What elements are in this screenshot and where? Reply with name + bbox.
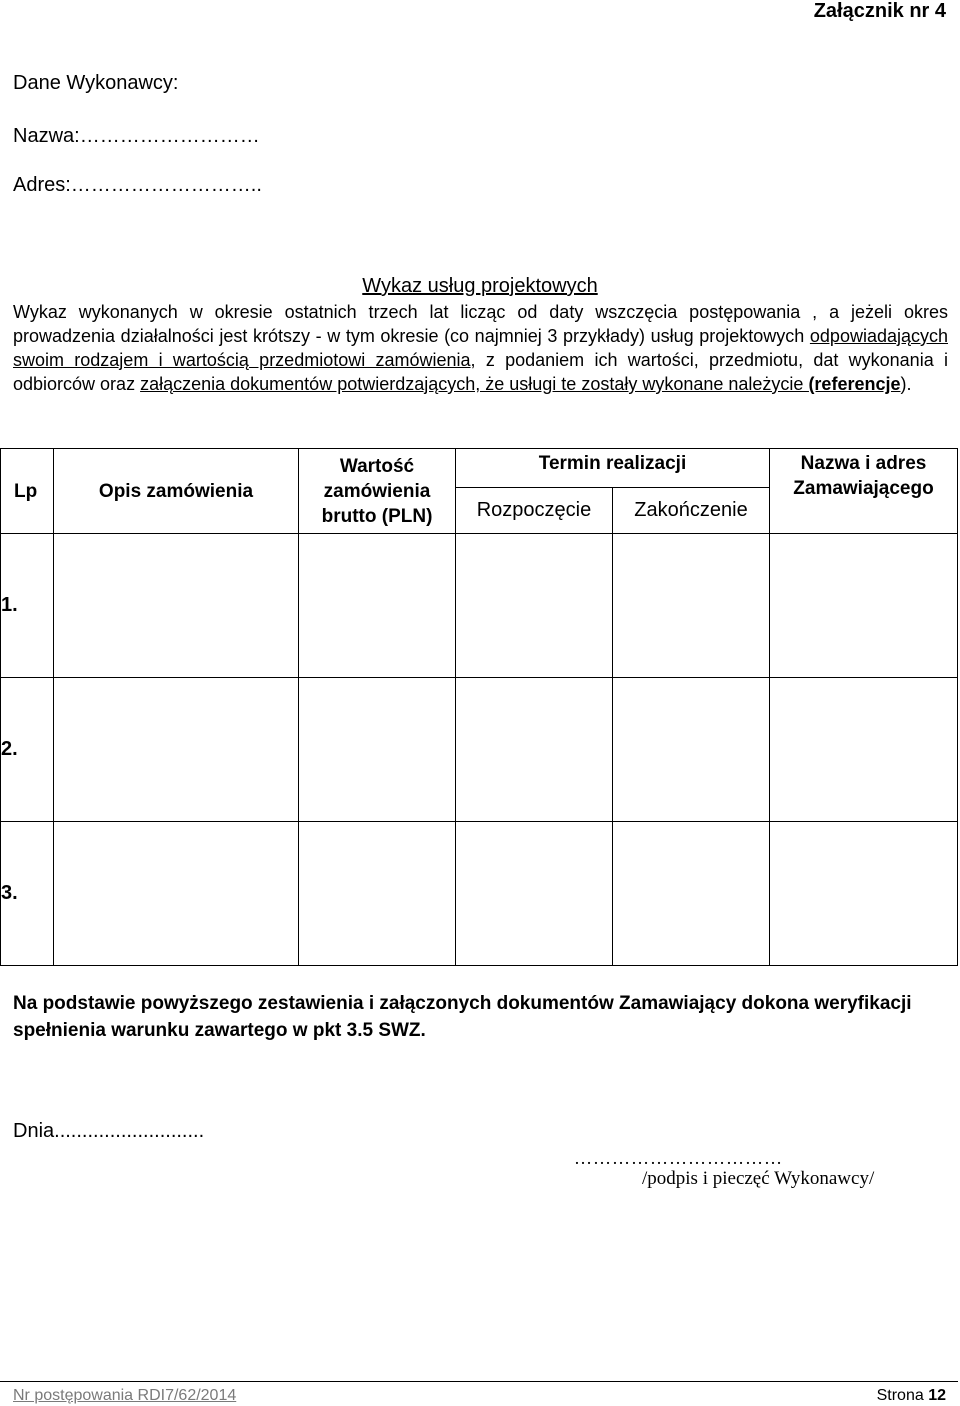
page-label: Strona [876,1387,924,1404]
header-zakonczenie: Zakończenie [613,488,770,534]
date-line: Dnia........................... [13,1120,205,1142]
header-nazwa: Nazwa i adres Zamawiającego [770,449,958,534]
table-row [1,822,958,966]
row-rozpoczecie-cell[interactable] [456,822,613,966]
row-rozpoczecie-cell[interactable] [456,534,613,678]
page-number [877,1387,946,1405]
signature-dots: …………………………… [574,1148,783,1168]
row-zakonczenie-cell[interactable] [613,534,770,678]
services-table [0,448,958,966]
attachment-label: Załącznik nr 4 [813,0,946,22]
row-opis-cell[interactable] [54,678,299,822]
row-nazwa-cell[interactable] [770,534,958,678]
row-nazwa-cell[interactable] [770,822,958,966]
procedure-reference: Nr postępowania RDI7/62/2014 [13,1387,237,1404]
intro-underlined-2: załączenia dokumentów potwierdzających, że usługi te zostały wykonane należycie [140,374,809,394]
contractor-address-line: Adres:……………………….. [13,174,262,196]
intro-end: ). [900,374,912,394]
header-lp: Lp [1,449,54,534]
row-zakonczenie-cell[interactable] [613,678,770,822]
row-lp: 2. [1,678,54,822]
row-wartosc-cell[interactable] [299,822,456,966]
row-wartosc-cell[interactable] [299,678,456,822]
intro-text-2: , z podaniem ich wartości, przedmiotu, dat wykonania i odbiorców oraz [13,350,948,394]
intro-bold: (referencje [808,374,901,394]
contractor-section-label: Dane Wykonawcy: [13,72,179,94]
row-lp: 3. [1,822,54,966]
table-row [1,678,958,822]
row-wartosc-cell[interactable] [299,534,456,678]
page-number-value: 12 [928,1387,946,1404]
intro-underlined-1: odpowiadających swoim rodzajem i wartością przedmiotowi zamówienia [13,326,948,370]
intro-text-1: Wykaz wykonanych w okresie ostatnich trzech lat licząc od daty wszczęcia postępowania , a jeżeli okres prowadzenia działalności jest krótszy - w tym okresie (co najmniej 3 przykłady) usług projektowych [13,302,948,346]
header-rozpoczecie: Rozpoczęcie [456,488,613,534]
form-intro [13,300,948,396]
row-zakonczenie-cell[interactable] [613,822,770,966]
header-opis: Opis zamówienia [54,449,299,534]
verification-note: Na podstawie powyższego zestawienia i załączonych dokumentów Zamawiający dokona weryfikacji spełnienia warunku zawartego w pkt 3.5 SWZ. [13,993,912,1041]
header-termin: Termin realizacji [456,449,770,488]
contractor-name-line: Nazwa:……………………… [13,125,260,147]
row-nazwa-cell[interactable] [770,678,958,822]
row-lp: 1. [1,534,54,678]
row-opis-cell[interactable] [54,822,299,966]
row-rozpoczecie-cell[interactable] [456,678,613,822]
signature-label: /podpis i pieczęć Wykonawcy/ [642,1168,875,1189]
table-row [1,534,958,678]
header-wartosc: Wartość zamówienia brutto (PLN) [299,449,456,534]
row-opis-cell[interactable] [54,534,299,678]
footer-divider [0,1381,958,1382]
form-title: Wykaz usług projektowych [362,275,598,297]
